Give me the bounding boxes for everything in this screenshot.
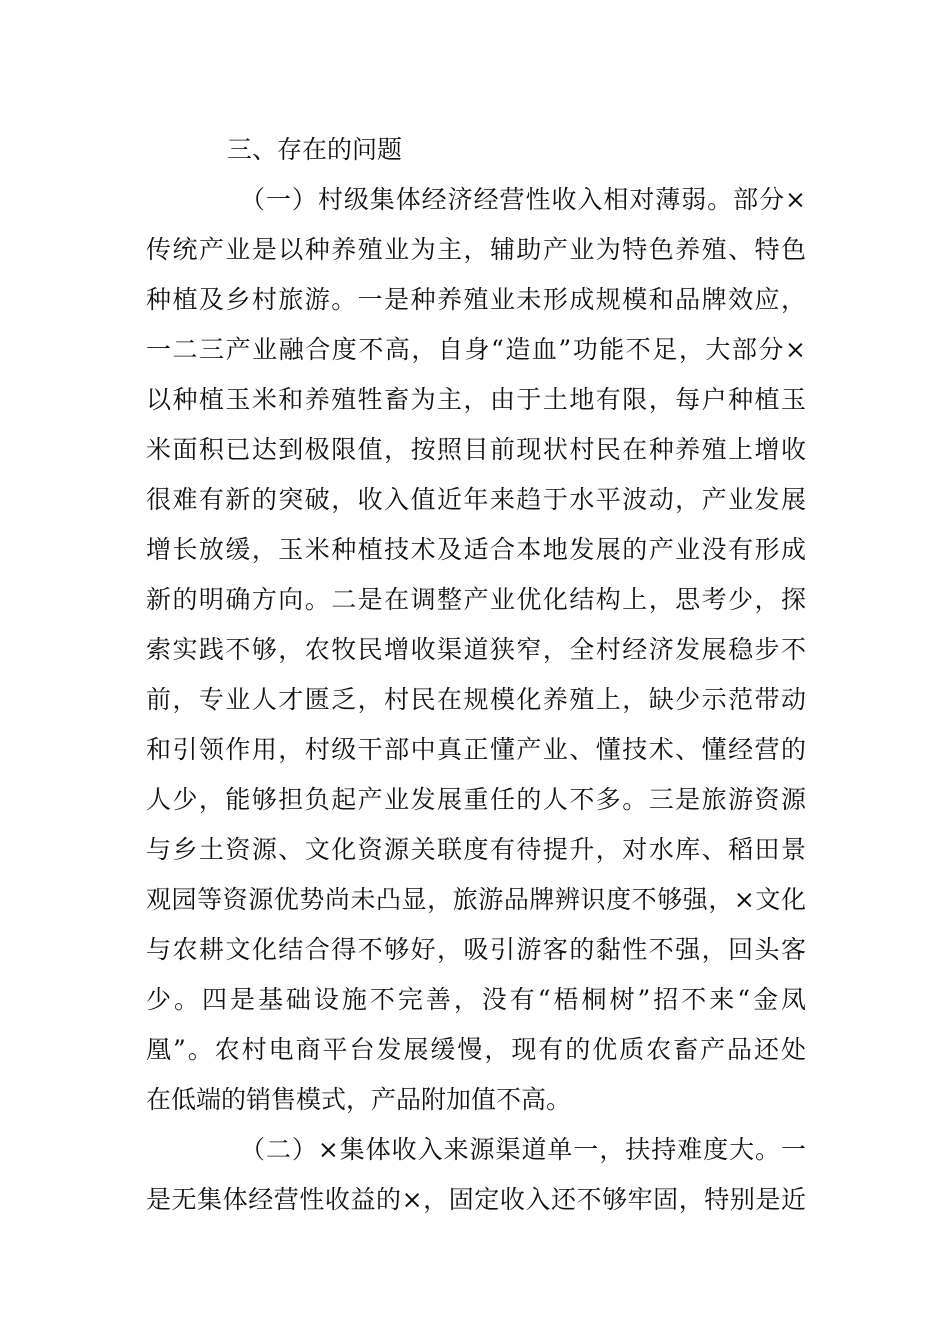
paragraph-1-line: 少。四是基础设施不完善，没有“梧桐树”招不来“金凤 bbox=[146, 985, 806, 1014]
paragraph-1-line: 人少，能够担负起产业发展重任的人不多。三是旅游资源 bbox=[146, 785, 806, 814]
paragraph-1-line: 传统产业是以种养殖业为主，辅助产业为特色养殖、特色 bbox=[146, 235, 806, 264]
paragraph-1-line: 观园等资源优势尚未凸显，旅游品牌辨识度不够强，×文化 bbox=[146, 885, 806, 914]
paragraph-1-line: 以种植玉米和养殖牲畜为主，由于土地有限，每户种植玉 bbox=[146, 385, 806, 414]
section-heading: 三、存在的问题 bbox=[227, 135, 403, 164]
paragraph-1-line: （一）村级集体经济经营性收入相对薄弱。部分× bbox=[240, 185, 806, 214]
paragraph-1-line: 在低端的销售模式，产品附加值不高。 bbox=[146, 1085, 572, 1114]
paragraph-1-line: 凰”。农村电商平台发展缓慢，现有的优质农畜产品还处 bbox=[146, 1035, 806, 1064]
paragraph-1-line: 米面积已达到极限值，按照目前现状村民在种养殖上增收 bbox=[146, 435, 806, 464]
paragraph-2-line: （二）×集体收入来源渠道单一，扶持难度大。一 bbox=[240, 1135, 806, 1164]
paragraph-1-line: 索实践不够，农牧民增收渠道狭窄，全村经济发展稳步不 bbox=[146, 635, 806, 664]
paragraph-2-line: 是无集体经营性收益的×，固定收入还不够牢固，特别是近 bbox=[146, 1185, 806, 1214]
paragraph-1-line: 与农耕文化结合得不够好，吸引游客的黏性不强，回头客 bbox=[146, 935, 806, 964]
paragraph-1-line: 很难有新的突破，收入值近年来趋于水平波动，产业发展 bbox=[146, 485, 806, 514]
paragraph-1-line: 新的明确方向。二是在调整产业优化结构上，思考少，探 bbox=[146, 585, 806, 614]
paragraph-1-line: 增长放缓，玉米种植技术及适合本地发展的产业没有形成 bbox=[146, 535, 806, 564]
paragraph-1-line: 种植及乡村旅游。一是种养殖业未形成规模和品牌效应， bbox=[146, 285, 806, 314]
paragraph-1-line: 与乡土资源、文化资源关联度有待提升，对水库、稻田景 bbox=[146, 835, 806, 864]
paragraph-1-line: 前，专业人才匮乏，村民在规模化养殖上，缺少示范带动 bbox=[146, 685, 806, 714]
paragraph-1-line: 一二三产业融合度不高，自身“造血”功能不足，大部分× bbox=[146, 335, 806, 364]
paragraph-1-line: 和引领作用，村级干部中真正懂产业、懂技术、懂经营的 bbox=[146, 735, 806, 764]
